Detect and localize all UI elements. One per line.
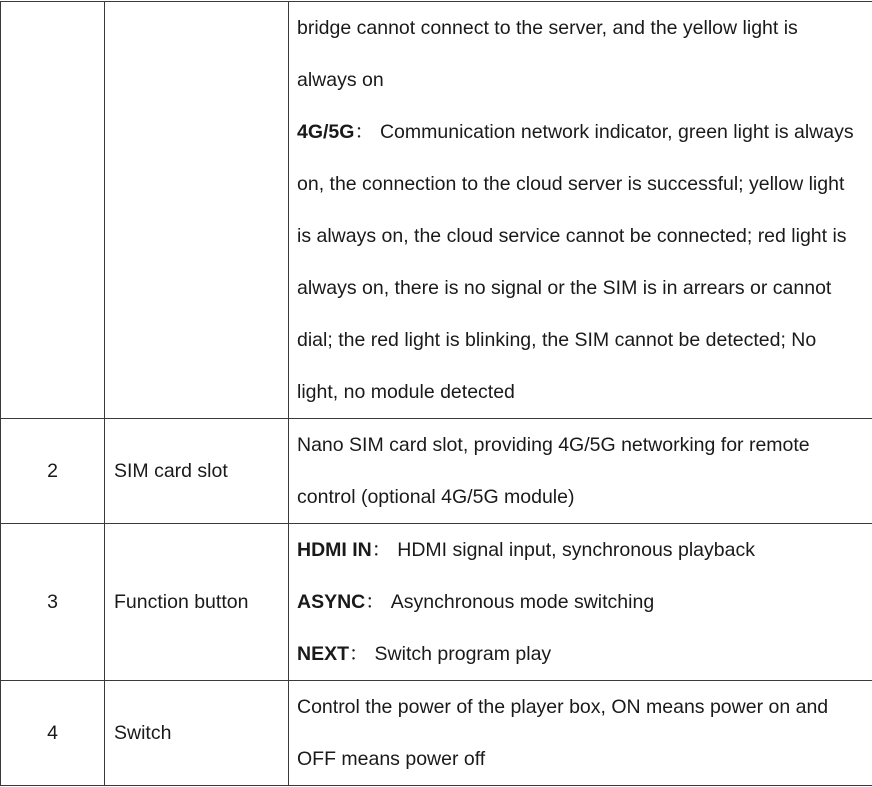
- description-line: [297, 733, 866, 785]
- table-row: [1, 2, 872, 419]
- description-text: light, no module detected: [297, 381, 515, 403]
- table-row: [1, 524, 872, 681]
- description-line: [297, 54, 866, 106]
- description-line: [297, 106, 866, 158]
- item-name-cell: [105, 2, 289, 419]
- description-text: Switch program play: [374, 643, 552, 665]
- description-key: HDMI IN: [297, 539, 372, 561]
- description-text: control (optional 4G/5G module): [297, 486, 575, 508]
- description-line: [297, 471, 866, 523]
- item-description-cell: [289, 524, 872, 681]
- description-separator: ：: [371, 539, 392, 561]
- description-text: always on: [297, 69, 384, 91]
- description-key: ASYNC: [297, 591, 366, 613]
- description-separator: ：: [354, 121, 374, 143]
- description-text: OFF means power off: [297, 748, 486, 770]
- description-line: [297, 576, 866, 628]
- item-name-cell: SIM card slot: [105, 419, 289, 524]
- description-text: Communication network indicator, green light is always: [379, 121, 854, 143]
- table-row: [1, 419, 872, 524]
- description-line: [297, 524, 866, 576]
- description-line: [297, 419, 866, 471]
- description-text: bridge cannot connect to the server, and the yellow light is: [297, 17, 798, 39]
- description-separator: ：: [349, 643, 369, 665]
- item-description-cell: [289, 419, 872, 524]
- item-number-cell: 3: [1, 524, 105, 681]
- description-line: [297, 210, 866, 262]
- description-text: is always on, the cloud service cannot be connected; red light is: [297, 225, 847, 247]
- description-text: always on, there is no signal or the SIM is in arrears or cannot: [297, 277, 832, 299]
- item-number-cell: 2: [1, 419, 105, 524]
- description-line: [297, 158, 866, 210]
- description-line: [297, 681, 866, 733]
- item-description-cell: [289, 681, 872, 786]
- item-number-cell: [1, 2, 105, 419]
- description-line: [297, 2, 866, 54]
- description-text: Control the power of the player box, ON means power on and: [297, 696, 829, 718]
- description-text: dial; the red light is blinking, the SIM cannot be detected; No: [297, 329, 817, 351]
- item-name-cell: Switch: [105, 681, 289, 786]
- table-row: [1, 681, 872, 786]
- description-key: 4G/5G: [297, 121, 355, 143]
- description-line: [297, 314, 866, 366]
- description-line: [297, 628, 866, 680]
- description-key: NEXT: [297, 643, 350, 665]
- item-number-cell: 4: [1, 681, 105, 786]
- item-name-cell: Function button: [105, 524, 289, 681]
- description-text: on, the connection to the cloud server is successful; yellow light: [297, 173, 845, 195]
- description-text: HDMI signal input, synchronous playback: [397, 539, 755, 561]
- description-text: Nano SIM card slot, providing 4G/5G networking for remote: [297, 434, 810, 456]
- description-separator: ：: [365, 591, 385, 613]
- description-text: Asynchronous mode switching: [390, 591, 655, 613]
- description-line: [297, 366, 866, 418]
- item-description-cell: [289, 2, 872, 419]
- description-line: [297, 262, 866, 314]
- spec-table: [0, 1, 872, 786]
